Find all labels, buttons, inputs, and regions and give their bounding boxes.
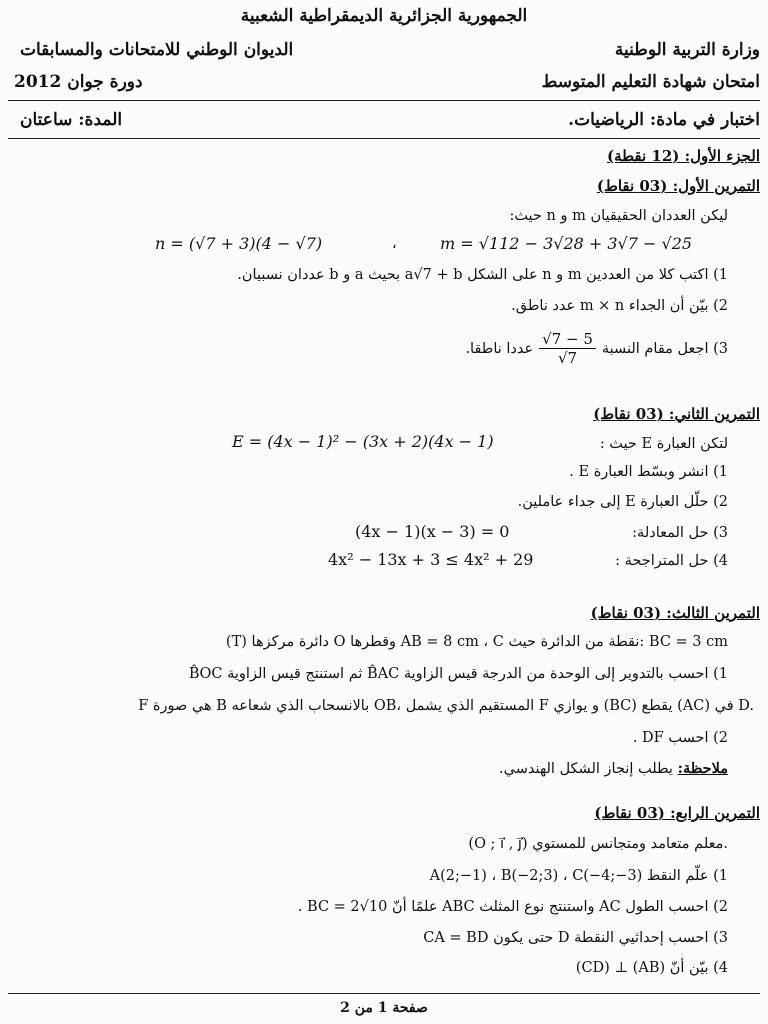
ex3-note-text: يطلب إنجاز الشكل الهندسي. bbox=[499, 761, 673, 777]
ex1-n-expression: n = (√7 + 3)(4 − √7) bbox=[155, 234, 323, 253]
duration-label: المدة: ساعتان bbox=[20, 110, 123, 130]
ex2-question-1: 1) انشر وبسّط العبارة E . bbox=[569, 464, 728, 480]
ministry-label: وزارة التربية الوطنية bbox=[614, 40, 760, 60]
ex2-question-2: 2) حلّل العبارة E إلى جداء عاملين. bbox=[517, 494, 728, 510]
page-number: صفحة 1 من 2 bbox=[340, 1000, 428, 1016]
ex4-intro: (O ; i⃗ , j⃗) معلم متعامد ومتجانس للمستوي. bbox=[468, 836, 728, 852]
exam-label: امتحان شهادة التعليم المتوسط bbox=[541, 72, 760, 92]
ex4-question-1: 1) علّم النقط A(2;−1) ، B(−2;3) ، C(−4;−3) bbox=[429, 868, 728, 884]
ex2-title: التمرين الثاني: (03 نقاط) bbox=[593, 405, 760, 423]
ex2-question-3: 3) حل المعادلة: bbox=[632, 525, 728, 541]
ex3-question-2: 2) احسب DF . bbox=[632, 730, 728, 746]
ex1-title: التمرين الأول: (03 نقاط) bbox=[596, 177, 760, 195]
header-divider-2 bbox=[8, 138, 760, 139]
session-label: دورة جوان 2012 bbox=[14, 72, 143, 92]
ex1-q3-denominator: √7 bbox=[557, 349, 578, 367]
footer-divider bbox=[8, 993, 760, 994]
ex1-q3-numerator: √7 − 5 bbox=[539, 330, 596, 349]
ex2-equation: (4x − 1)(x − 3) = 0 bbox=[355, 522, 510, 541]
ex1-q3-fraction bbox=[539, 330, 596, 367]
ex4-title: التمرين الرابع: (03 نقاط) bbox=[594, 804, 760, 822]
office-label: الديوان الوطني للامتحانات والمسابقات bbox=[20, 40, 294, 60]
ex4-question-4: 4) بيّن أنّ (AB) ⊥ (CD) bbox=[575, 960, 728, 976]
ex3-note-label: ملاحظة: bbox=[677, 760, 728, 777]
subject-label: اختبار في مادة: الرياضيات. bbox=[568, 110, 760, 130]
ex3-preamble-2: F هي صورة B بالانسحاب الذي شعاعه OB، المستقيم الذي يشمل F و يوازي (BC) يقطع (AC) في D. bbox=[138, 698, 754, 714]
ex1-question-2: 2) بيّن أن الجداء m × n عدد ناطق. bbox=[511, 298, 728, 314]
part1-title: الجزء الأول: (12 نقطة) bbox=[606, 147, 760, 165]
ex4-question-3: 3) احسب إحداثيي النقطة D حتى يكون CA = BD bbox=[423, 930, 728, 946]
ex1-question-1: 1) اكتب كلا من العددين m و n على الشكل a√7 + b بحيث a و b عددان نسبيان. bbox=[237, 267, 728, 283]
ex3-title: التمرين الثالث: (03 نقاط) bbox=[590, 604, 760, 622]
ex1-question-3 bbox=[465, 330, 728, 367]
ex2-inequality: 4x² − 13x + 3 ≤ 4x² + 29 bbox=[328, 550, 534, 569]
ex1-m-expression: m = √112 − 3√28 + 3√7 − √25 bbox=[440, 234, 693, 253]
header-divider-1 bbox=[8, 100, 760, 101]
ex2-intro: لتكن العبارة E حيث : bbox=[599, 436, 728, 452]
republic-title: الجمهورية الجزائرية الديمقراطية الشعبية bbox=[240, 6, 528, 26]
ex1-q3-text: 3) اجعل مقام النسبة bbox=[601, 340, 728, 357]
ex4-question-2: 2) احسب الطول AC واستنتج نوع المثلث ABC علمًا أنّ BC = 2√10 . bbox=[297, 899, 728, 915]
ex3-question-1: 1) احسب بالتدوير إلى الوحدة من الدرجة قيس الزاوية B̂AC ثم استنتج قيس الزاوية B̂OC bbox=[188, 666, 728, 682]
ex3-note bbox=[499, 760, 728, 777]
ex2-question-4: 4) حل المتراجحة : bbox=[615, 553, 728, 569]
ex1-separator: ، bbox=[392, 236, 397, 252]
ex1-intro: ليكن العددان الحقيقيان m و n حيث: bbox=[509, 208, 728, 224]
ex3-intro: (T) دائرة مركزها O وقطرها AB = 8 cm ، C نقطة من الدائرة حيث: BC = 3 cm bbox=[225, 634, 728, 650]
ex2-e-expression: E = (4x − 1)² − (3x + 2)(4x − 1) bbox=[232, 432, 494, 451]
ex1-q3-tail: عددا ناطقا. bbox=[465, 340, 534, 357]
